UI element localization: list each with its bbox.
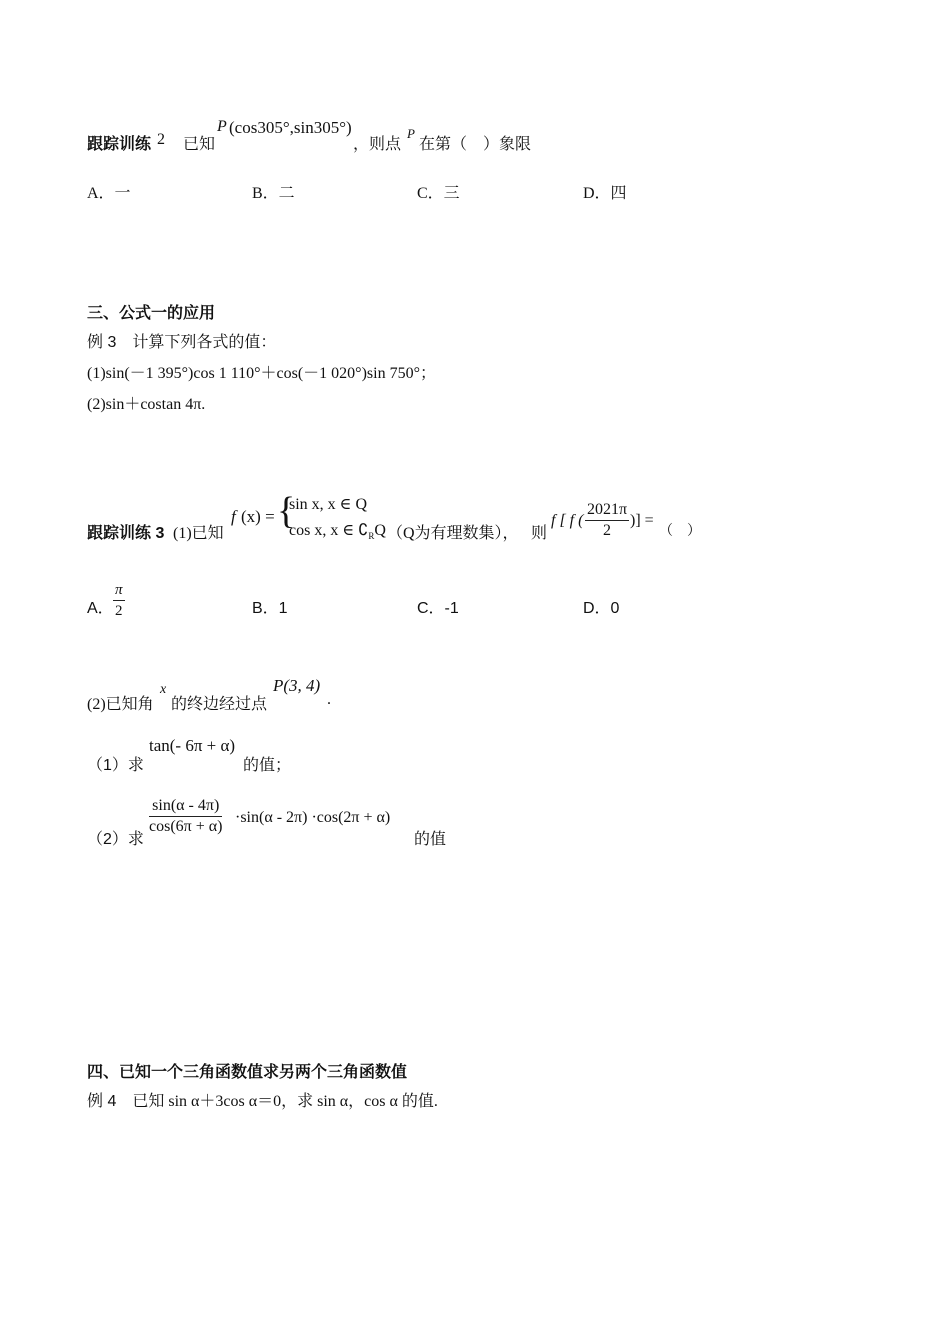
example-3-line-1: (1)sin(－1 395°)cos 1 110°＋cos(－1 020°)sin 750°； xyxy=(87,365,436,382)
t2-option-d: D．四 xyxy=(583,185,627,202)
question-1-label: （1）求 xyxy=(87,757,144,774)
part-2-mid: 的终边经过点 xyxy=(171,696,268,713)
t2-label: 跟踪训练 xyxy=(87,136,152,153)
question-2 xyxy=(87,795,487,848)
t2-post: 在第（ ）象限 xyxy=(419,136,532,153)
example-3-line-2: (2)sin＋costan 4π. xyxy=(87,396,206,413)
t3-f2-end: )] = xyxy=(630,512,654,529)
t3-case-1: sin x, x ∈ Q xyxy=(289,496,368,513)
example-4-text: 已知 sin α＋3cos α＝0，求 sin α，cos α 的值. xyxy=(132,1093,438,1110)
t3-option-a-fraction: $\frac{\pi}{2}$ xyxy=(115,582,123,619)
t2-P: P xyxy=(217,118,227,135)
t2-option-c: C．三 xyxy=(417,185,460,202)
example-4-label: 例 4 xyxy=(87,1093,117,1110)
part-2-x: x xyxy=(160,682,167,697)
part-2-end: . xyxy=(327,691,331,708)
t3-fraction-num: 2021π xyxy=(585,500,629,521)
question-1-expr: tan(- 6π + α) xyxy=(149,736,236,755)
t3-x-arg: (x) = xyxy=(241,507,275,526)
t3-then: 则 xyxy=(531,525,548,542)
t3-line xyxy=(87,490,727,550)
question-2-den: cos(6π + α) xyxy=(149,818,223,835)
t3-option-a-label: A． xyxy=(87,600,114,617)
t3-brace: { xyxy=(277,490,296,532)
t2-pre: 已知 xyxy=(183,136,216,153)
t3-label: 跟踪训练 3 xyxy=(87,525,165,542)
part-2-point: P(3, 4) xyxy=(273,676,321,695)
t3-f2: f [ f ( xyxy=(551,512,584,529)
t3-blank: （ ） xyxy=(659,524,701,539)
t2-option-a: A．一 xyxy=(87,185,131,202)
t3-option-c: C．-1 xyxy=(417,600,459,617)
question-2-tail: 的值 xyxy=(414,831,447,848)
t3-f: f xyxy=(231,507,236,526)
example-3-text: 计算下列各式的值： xyxy=(132,334,277,351)
question-1-tail: 的值； xyxy=(243,757,292,774)
t2-option-b: B．二 xyxy=(252,185,295,202)
t3-option-b: B．1 xyxy=(252,600,288,617)
t3-case-2: cos x, x ∈ $∁_RQ$ xyxy=(289,522,386,542)
t2-num: 2 xyxy=(157,131,165,148)
t2-formula: (cos305°,sin305°) xyxy=(229,118,352,137)
section-3-title: 三、公式一的应用 xyxy=(87,305,216,322)
t3-fraction-den: 2 xyxy=(603,522,612,539)
part-2-pre: (2)已知角 xyxy=(87,696,154,713)
t2-mid: ，则点 xyxy=(353,136,402,153)
t3-option-d: D．0 xyxy=(583,600,620,617)
question-2-fraction xyxy=(149,796,222,837)
t2-P2: P xyxy=(407,126,415,141)
section-4-title: 四、已知一个三角函数值求另两个三角函数值 xyxy=(87,1064,408,1081)
question-1 xyxy=(87,736,387,774)
t3-note: （Q为有理数集）， xyxy=(387,525,519,542)
question-2-num: sin(α - 4π) xyxy=(149,796,222,817)
part-2-line xyxy=(87,676,387,713)
question-2-rest: ·sin(α - 2π) ·cos(2π + α) xyxy=(235,809,391,826)
question-2-label: （2）求 xyxy=(87,831,144,848)
t3-prefix: (1)已知 xyxy=(173,525,224,542)
example-3 xyxy=(87,329,276,352)
example-4 xyxy=(87,1088,438,1111)
example-3-label: 例 3 xyxy=(87,334,117,351)
t3-fraction xyxy=(585,500,629,541)
